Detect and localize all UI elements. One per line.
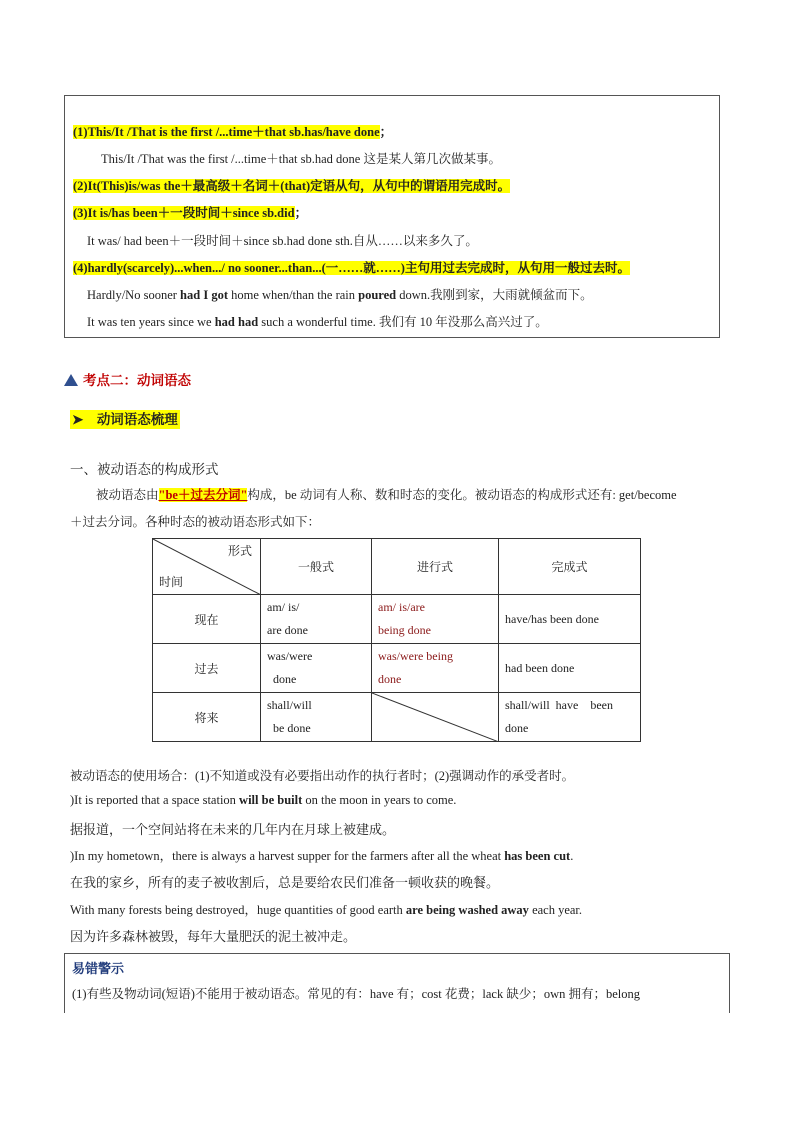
part1-paragraph: 被动语态由"be＋过去分词"构成，be 动词有人称、数和时态的变化。被动语态的构成形式还有: get/become	[96, 488, 677, 502]
table-row: 现在 am/ is/ are done am/ is/are being done have/has been done	[153, 595, 641, 644]
table-row: 将来 shall/will be done shall/will have been done	[153, 693, 641, 742]
section-subtitle: ➤ 动词语态梳理	[72, 412, 178, 427]
usage-example-1-cn: 据报道，一个空间站将在未来的几年内在月球上被建成。	[70, 823, 396, 838]
usage-example-2: )In my hometown，there is always a harvest supper for the farmers after all the wheat has been cut.	[70, 849, 574, 863]
rule-1-example: This/It /That was the first /...time＋that sb.had done 这是某人第几次做某事。	[101, 152, 501, 166]
usage-example-3-cn: 因为许多森林被毁，每年大量肥沃的泥土被冲走。	[70, 930, 357, 945]
rule-2: (2)It(This)is/was the＋最高级＋名词＋(that)定语从句，从句中的谓语用完成时。	[73, 179, 511, 193]
warning-line-1: (1)有些及物动词(短语)不能用于被动语态。常见的有：have 有；cost 花费；lack 缺少；own 拥有；belong	[72, 987, 641, 1001]
rule-4-example-1: Hardly/No sooner had I got home when/than the rain poured down.我刚到家，大雨就倾盆而下。	[87, 288, 593, 302]
usage-example-3: With many forests being destroyed，huge quantities of good earth are being washed away each year.	[70, 903, 583, 917]
rule-1: (1)This/It /That is the first /...time＋that sb.has/have done；	[73, 125, 393, 139]
usage-intro: 被动语态的使用场合：(1)不知道或没有必要指出动作的执行者时；(2)强调动作的承受者时。	[70, 769, 575, 783]
arrow-icon: ➤	[72, 412, 84, 427]
empty-cell	[372, 693, 499, 742]
diagonal-line	[372, 693, 499, 742]
warning-title: 易错警示	[72, 961, 125, 976]
usage-example-2-cn: 在我的家乡，所有的麦子被收割后，总是要给农民们准备一顿收获的晚餐。	[70, 876, 500, 891]
usage-example-1: )It is reported that a space station will be built on the moon in years to come.	[70, 793, 457, 807]
table-header: 一般式	[261, 539, 372, 595]
part1-heading: 一、被动语态的构成形式	[70, 462, 219, 477]
section-title: 考点二：动词语态	[64, 369, 191, 389]
triangle-icon	[64, 374, 78, 386]
passive-voice-table	[152, 538, 641, 742]
table-corner-cell: 形式 时间	[153, 539, 261, 595]
warning-box	[64, 953, 730, 1013]
rules-box	[64, 95, 720, 338]
table-header: 进行式	[372, 539, 499, 595]
part1-paragraph-line2: ＋过去分词。各种时态的被动语态形式如下：	[70, 515, 321, 529]
table-row: 过去 was/were done was/were being done had been done	[153, 644, 641, 693]
table-header: 完成式	[499, 539, 641, 595]
rule-3: (3)It is/has been＋一段时间＋since sb.did；	[73, 206, 308, 220]
rule-3-example: It was/ had been＋一段时间＋since sb.had done sth.自从……以来多久了。	[87, 234, 478, 248]
rule-4: (4)hardly(scarcely)...when.../ no sooner...than...(一……就……)主句用过去完成时，从句用一般过去时。	[73, 261, 630, 275]
rule-4-example-2: It was ten years since we had had such a wonderful time. 我们有 10 年没那么高兴过了。	[87, 315, 548, 329]
